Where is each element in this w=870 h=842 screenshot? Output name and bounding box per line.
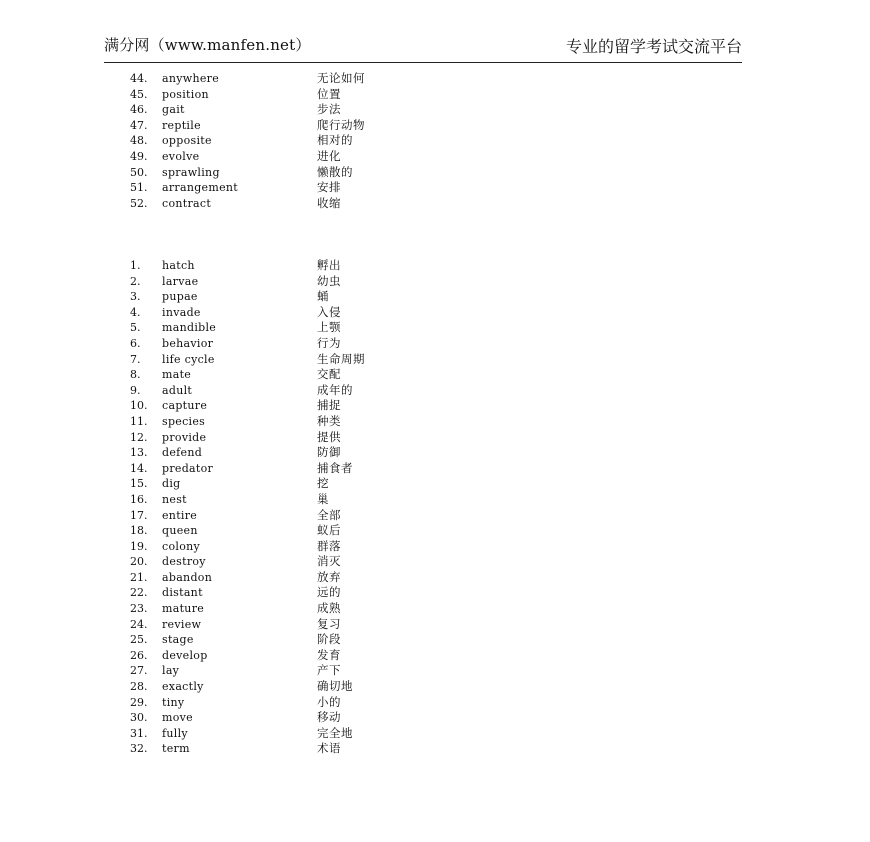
vocab-number: 1. [130,259,141,272]
vocab-number: 5. [130,321,141,335]
vocab-number: 47. [130,118,148,132]
vocab-word: abandon [162,570,213,584]
vocab-word: fully [162,726,188,740]
vocab-number: 15. [130,477,148,491]
vocab-word: evolve [162,149,200,163]
site-name: 满分网（www.manfen.net） [104,36,311,54]
vocab-meaning: 群落 [317,538,341,553]
vocab-word: distant [162,586,203,600]
vocab-meaning: 复习 [317,616,341,631]
vocab-number: 25. [130,633,148,647]
vocab-meaning: 捕捉 [317,398,341,413]
vocab-number: 29. [130,695,148,709]
vocab-meaning: 安排 [317,180,341,195]
vocab-meaning: 巢 [317,491,329,506]
header-divider [104,62,742,63]
vocab-word: colony [162,539,201,553]
vocab-meaning: 完全地 [317,725,353,740]
vocab-number: 52. [130,196,148,210]
vocab-number: 21. [130,570,148,584]
site-slogan: 专业的留学考试交流平台 [565,37,742,56]
vocab-number: 30. [130,711,148,725]
vocab-number: 6. [130,336,141,350]
vocab-meaning: 幼虫 [317,273,341,288]
vocab-number: 7. [130,352,141,366]
vocab-meaning: 收缩 [317,195,341,210]
vocab-word: contract [162,196,212,210]
vocab-number: 44. [130,72,148,85]
vocab-word: anywhere [162,72,220,85]
vocab-meaning: 孵出 [317,258,341,272]
vocab-number: 49. [130,149,148,163]
vocab-meaning: 成熟 [317,601,341,616]
vocab-word: arrangement [162,181,239,195]
vocab-number: 14. [130,461,148,475]
vocab-number: 17. [130,508,148,522]
vocab-word: behavior [162,336,214,350]
vocab-word: species [162,414,206,428]
vocab-number: 45. [130,87,148,101]
vocab-number: 50. [130,165,148,179]
vocab-meaning: 发育 [317,647,341,662]
vocab-word: invade [162,305,201,319]
vocab-word: tiny [162,695,185,709]
vocab-word: mandible [162,321,217,335]
vocab-meaning: 小的 [317,694,341,709]
vocab-number: 27. [130,664,148,678]
vocab-meaning: 蛹 [317,289,329,304]
vocab-number: 20. [130,555,148,569]
vocab-number: 12. [130,430,148,444]
vocab-number: 48. [130,134,148,148]
vocab-number: 24. [130,617,148,631]
vocab-meaning: 移动 [317,710,341,725]
vocab-meaning: 确切地 [317,679,353,694]
vocab-word: pupae [162,290,198,304]
vocab-number: 46. [130,103,148,117]
vocab-word: hatch [162,259,195,272]
vocab-number: 26. [130,648,148,662]
vocab-word: nest [162,492,187,506]
vocab-number: 13. [130,446,148,460]
vocab-number: 51. [130,181,148,195]
vocab-meaning: 阶段 [317,632,341,647]
vocab-number: 2. [130,274,141,288]
vocab-number: 32. [130,742,148,756]
vocab-meaning: 防御 [317,445,341,460]
vocab-number: 4. [130,305,141,319]
page-header [104,30,742,64]
vocab-meaning: 放弃 [317,569,341,584]
vocab-meaning: 位置 [317,86,341,101]
vocab-meaning: 入侵 [317,304,341,319]
vocab-meaning: 爬行动物 [317,117,365,132]
vocab-word: lay [162,664,180,678]
vocab-word: provide [162,430,207,444]
vocab-number: 10. [130,399,148,413]
vocab-meaning: 进化 [317,148,341,163]
vocab-word: mature [162,602,205,616]
vocab-meaning: 上颚 [317,320,341,335]
vocab-number: 8. [130,368,141,382]
vocab-meaning: 步法 [317,102,341,117]
vocab-meaning: 种类 [317,413,341,428]
vocab-number: 18. [130,524,148,538]
vocab-meaning: 蚁后 [317,523,341,538]
vocab-meaning: 懒散的 [317,164,353,179]
vocab-word: position [162,87,209,101]
vocab-meaning: 捕食者 [317,460,353,475]
vocab-number: 22. [130,586,148,600]
vocab-word: term [162,742,190,756]
vocab-word: sprawling [162,165,220,179]
vocab-number: 31. [130,726,148,740]
vocab-word: gait [162,103,185,117]
vocab-number: 11. [130,414,148,428]
vocab-meaning: 远的 [317,585,341,600]
vocab-meaning: 行为 [317,335,341,350]
vocab-meaning: 相对的 [317,133,353,148]
vocab-number: 3. [130,290,141,304]
vocab-word: move [162,711,193,725]
vocab-word: defend [162,446,203,460]
vocab-number: 9. [130,383,141,397]
vocab-word: entire [162,508,198,522]
vocab-word: opposite [162,134,212,148]
vocab-word: stage [162,633,194,647]
vocab-word: larvae [162,274,199,288]
vocab-word: develop [162,648,208,662]
vocab-word: adult [162,383,193,397]
vocab-meaning: 挖 [317,476,329,491]
vocab-word: mate [162,368,192,382]
vocab-word: predator [162,461,214,475]
vocab-number: 28. [130,680,148,694]
vocab-number: 23. [130,602,148,616]
vocab-word: destroy [162,555,206,569]
vocab-word: exactly [162,680,204,694]
vocab-number: 16. [130,492,148,506]
vocab-word: dig [162,477,181,491]
vocab-meaning: 成年的 [317,382,353,397]
vocab-number: 19. [130,539,148,553]
vocab-word: life cycle [162,352,215,366]
vocab-meaning: 全部 [317,507,341,522]
vocab-meaning: 交配 [317,367,341,382]
vocab-meaning: 无论如何 [317,71,365,85]
vocab-meaning: 消灭 [317,554,341,569]
vocab-meaning: 提供 [317,429,341,444]
vocab-word: capture [162,399,208,413]
vocab-word: review [162,617,202,631]
vocab-meaning: 产下 [317,663,341,678]
vocab-meaning: 生命周期 [317,351,365,366]
vocab-word: queen [162,524,198,538]
vocab-meaning: 术语 [317,741,341,756]
vocab-word: reptile [162,118,201,132]
